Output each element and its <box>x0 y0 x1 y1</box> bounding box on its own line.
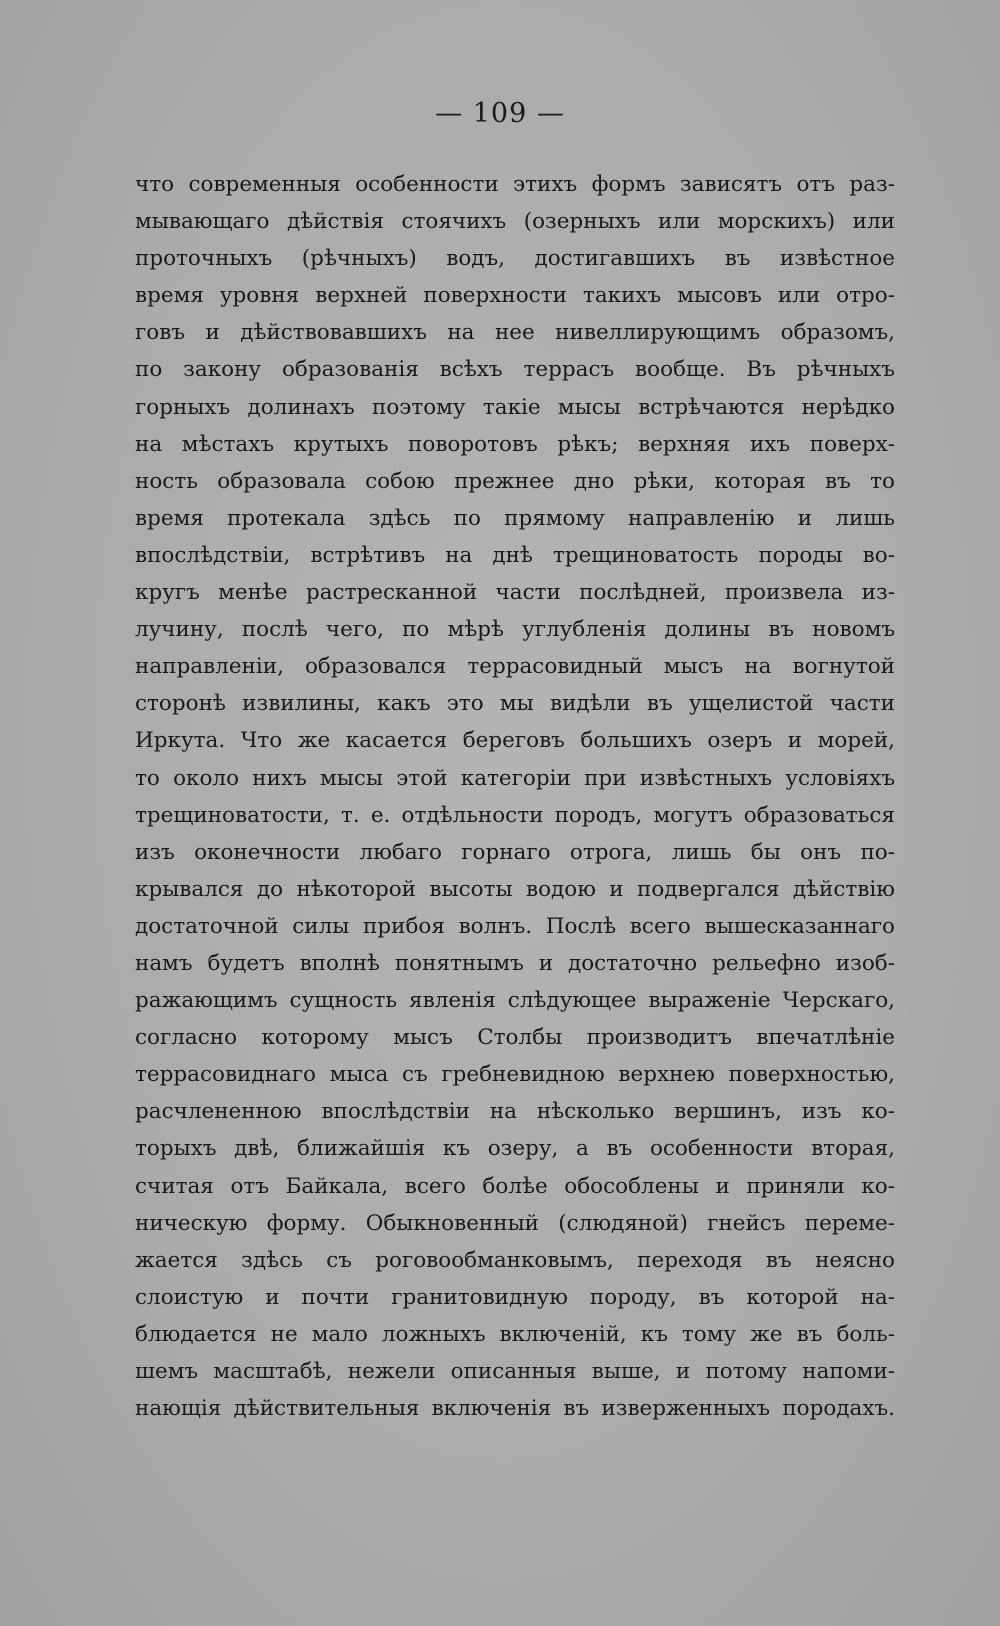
text-line: сторонѣ извилины, какъ это мы видѣли въ ущелистой части <box>135 691 895 717</box>
text-line: говъ и дѣйствовавшихъ на нее нивеллирующимъ образомъ, <box>135 320 895 346</box>
text-line: Иркута. Что же касается береговъ большихъ озеръ и морей, <box>135 728 895 754</box>
text-line: крывался до нѣкоторой высоты водою и подвергался дѣйствію <box>135 876 895 902</box>
text-line: согласно которому мысъ Столбы производитъ впечатлѣніе <box>135 1025 895 1051</box>
text-line: торыхъ двѣ, ближайшія къ озеру, а въ особенности вторая, <box>135 1136 895 1162</box>
text-line: что современныя особенности этихъ формъ зависятъ отъ раз- <box>135 172 895 197</box>
text-line: ражающимъ сущность явленія слѣдующее выраженіе Черскаго, <box>135 988 895 1014</box>
text-line: намъ будетъ вполнѣ понятнымъ и достаточно рельефно изоб- <box>135 950 895 976</box>
text-line: то около нихъ мысы этой категоріи при извѣстныхъ условіяхъ <box>135 765 895 791</box>
text-line: жается здѣсь съ роговообманковымъ, переходя въ неясно <box>135 1247 895 1273</box>
text-line: слоистую и почти гранитовидную породу, въ которой на- <box>135 1284 895 1310</box>
text-line: считая отъ Байкала, всего болѣе обособлены и приняли ко- <box>135 1173 895 1199</box>
text-line: террасовиднаго мыса съ гребневидною верхнею поверхностью, <box>135 1062 895 1088</box>
text-line: нающія дѣйствительныя включенія въ изверженныхъ породахъ. <box>135 1396 895 1422</box>
text-line: трещиноватости, т. е. отдѣльности породъ, могутъ образоваться <box>135 802 895 828</box>
text-line: время уровня верхней поверхности такихъ мысовъ или отро- <box>135 283 895 309</box>
text-line: блюдается не мало ложныхъ включеній, къ тому же въ боль- <box>135 1321 895 1347</box>
text-line: проточныхъ (рѣчныхъ) водъ, достигавшихъ въ извѣстное <box>135 246 895 272</box>
text-line: шемъ масштабѣ, нежели описанныя выше, и потому напоми- <box>135 1359 895 1384</box>
text-line: кругъ менѣе растресканной части послѣдней, произвела из- <box>135 580 895 606</box>
text-line: на мѣстахъ крутыхъ поворотовъ рѣкъ; верхняя ихъ поверх- <box>135 431 895 457</box>
text-line: направленіи, образовался террасовидный мысъ на вогнутой <box>135 654 895 680</box>
text-line: время протекала здѣсь по прямому направленію и лишь <box>135 505 895 531</box>
text-line: мывающаго дѣйствія стоячихъ (озерныхъ или морскихъ) или <box>135 209 895 235</box>
text-line: лучину, послѣ чего, по мѣрѣ углубленія долины въ новомъ <box>135 617 895 643</box>
text-line: по закону образованія всѣхъ террасъ вообще. Въ рѣчныхъ <box>135 357 895 383</box>
text-line: впослѣдствіи, встрѣтивъ на днѣ трещиноватость породы во- <box>135 542 895 568</box>
text-line: достаточной силы прибоя волнъ. Послѣ всего вышесказаннаго <box>135 913 895 939</box>
text-line: изъ оконечности любаго горнаго отрога, лишь бы онъ по- <box>135 839 895 865</box>
text-line: расчлененною впослѣдствіи на нѣсколько вершинъ, изъ ко- <box>135 1099 895 1125</box>
text-line: горныхъ долинахъ поэтому такіе мысы встрѣчаются нерѣдко <box>135 394 895 420</box>
page-number: — 109 — <box>435 98 565 129</box>
text-line: ность образовала собою прежнее дно рѣки, которая въ то <box>135 468 895 494</box>
text-line: ническую форму. Обыкновенный (слюдяной) гнейсъ переме- <box>135 1210 895 1236</box>
body-text <box>135 166 895 1427</box>
